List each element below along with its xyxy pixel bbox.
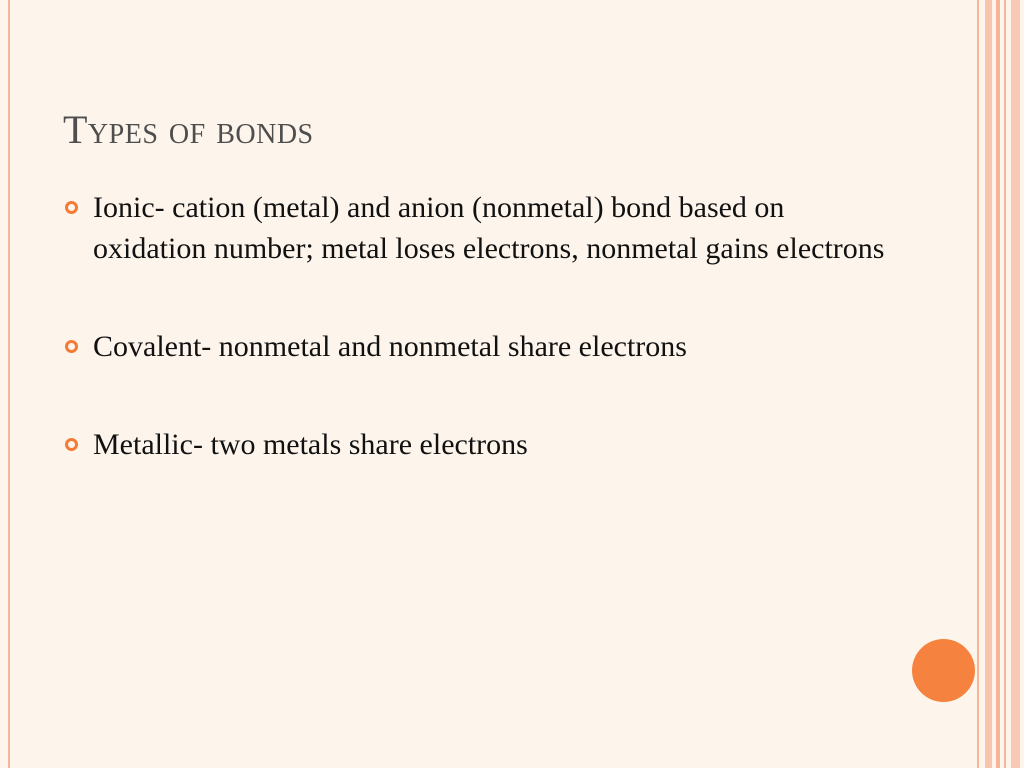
bullet-text: Covalent- nonmetal and nonmetal share electrons: [93, 330, 687, 363]
ring-bullet-icon: [65, 201, 78, 214]
right-stripe: [1011, 0, 1020, 768]
bullet-item-ionic: [64, 187, 894, 269]
ring-bullet-icon: [65, 438, 78, 451]
right-stripe: [977, 0, 979, 768]
orange-circle-decoration: [912, 639, 975, 702]
bullet-item-metallic: [64, 424, 894, 465]
right-stripe: [985, 0, 992, 768]
left-border-line: [8, 0, 10, 768]
right-stripe: [996, 0, 1000, 768]
bullet-text: Metallic- two metals share electrons: [93, 428, 528, 461]
bullet-list: [64, 187, 894, 465]
slide-title: Types of bonds: [63, 107, 314, 152]
bullet-text: Ionic- cation (metal) and anion (nonmetal) bond based on oxidation number; metal loses electrons, nonmetal gains electrons: [93, 191, 885, 265]
bullet-item-covalent: [64, 326, 894, 367]
right-stripe: [1004, 0, 1006, 768]
ring-bullet-icon: [65, 340, 78, 353]
